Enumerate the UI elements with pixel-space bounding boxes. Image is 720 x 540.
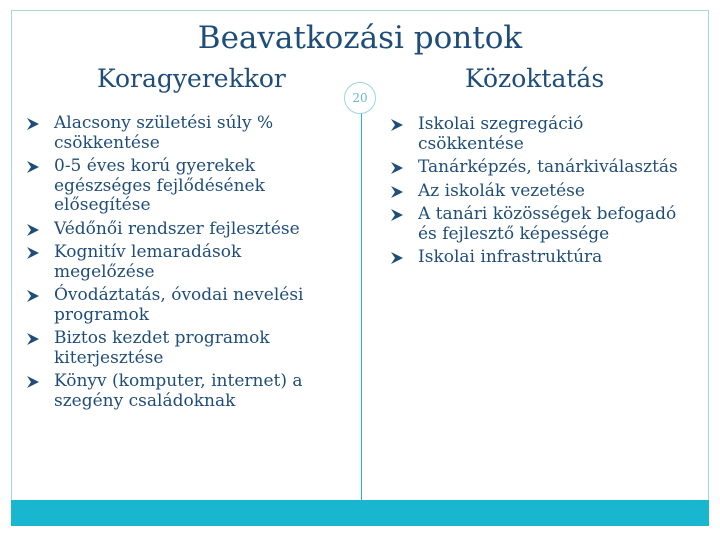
list-item [26,286,346,325]
list-item-text: Biztos kezdet programok kiterjesztése [54,328,270,368]
arrowhead-bullet-icon [26,375,40,389]
bottom-accent-band [11,500,709,526]
arrowhead-bullet-icon [390,185,404,199]
list-item [390,205,690,244]
column-divider [361,104,362,500]
frame-right-border [708,10,709,500]
list-item [26,220,346,240]
list-item [390,182,690,202]
left-bullet-list [26,114,346,415]
arrowhead-bullet-icon [26,289,40,303]
right-bullet-list [390,115,690,272]
list-item-text: Iskolai infrastruktúra [418,247,603,267]
list-item [390,248,690,268]
arrowhead-bullet-icon [390,118,404,132]
arrowhead-bullet-icon [26,246,40,260]
arrowhead-bullet-icon [26,223,40,237]
list-item-text: 0-5 éves korú gyerekek egészséges fejlődésének elősegítése [54,156,265,215]
list-item-text: A tanári közösségek befogadó és fejlesztő képessége [418,204,677,244]
list-item [390,158,690,178]
list-item [26,157,346,216]
list-item [26,329,346,368]
list-item [390,115,690,154]
frame-left-border [11,10,12,500]
list-item [26,114,346,153]
list-item-text: Iskolai szegregáció csökkentése [418,114,584,154]
list-item [26,372,346,411]
page-number-badge: 20 [344,82,376,114]
list-item-text: Óvodáztatás, óvodai nevelési programok [54,285,304,325]
right-column-heading: Közoktatás [465,64,605,93]
arrowhead-bullet-icon [390,161,404,175]
list-item-text: Tanárképzés, tanárkiválasztás [418,157,678,177]
list-item-text: Alacsony születési súly % csökkentése [54,113,274,153]
arrowhead-bullet-icon [26,117,40,131]
slide-title: Beavatkozási pontok [197,20,523,56]
arrowhead-bullet-icon [26,332,40,346]
list-item [26,243,346,282]
frame-top-border [12,10,708,11]
arrowhead-bullet-icon [390,208,404,222]
left-column-heading: Koragyerekkor [97,64,286,93]
list-item-text: Könyv (komputer, internet) a szegény családoknak [54,371,303,411]
arrowhead-bullet-icon [390,251,404,265]
list-item-text: Védőnői rendszer fejlesztése [54,218,300,239]
list-item-text: Az iskolák vezetése [418,180,585,201]
list-item-text: Kognitív lemaradások megelőzése [54,242,242,282]
arrowhead-bullet-icon [26,160,40,174]
